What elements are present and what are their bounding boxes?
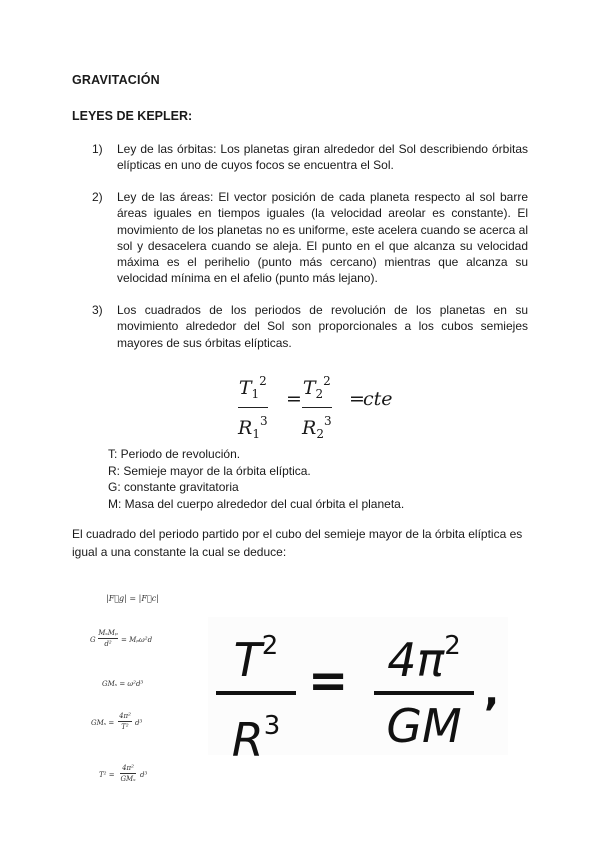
equals-sign: = (286, 388, 302, 410)
section-heading: LEYES DE KEPLER: (72, 109, 193, 123)
fraction-bar (302, 407, 332, 408)
kepler-formula (238, 366, 398, 442)
law-number: 1) (92, 142, 103, 156)
gravitation-formula-image (208, 617, 508, 767)
legend-item: R: Semieje mayor de la órbita elíptica. (108, 463, 311, 478)
fraction-left: $T^2$ $R^3$ (216, 621, 296, 765)
derivation-step-1: |F⃗g| = |F⃗c| (106, 594, 159, 603)
fraction-bar (374, 691, 474, 695)
constant-label: cte (363, 388, 393, 410)
fraction-bar (216, 691, 296, 695)
fraction-bar (238, 407, 268, 408)
law-item (92, 302, 528, 351)
law-item (92, 141, 528, 174)
law-number: 3) (92, 303, 103, 317)
variable-legend (108, 446, 404, 512)
law-text: Ley de las áreas: El vector posición de cada planeta respecto al sol barre áreas iguales en tiempos iguales (la velocidad areolar es constante). El movimiento de los planetas no es uniforme, este acelera cuando se acerca al sol y desacelera cuando se aleja. El punto en el que alcanza su velocidad máxima es el perihelio (punto más cercano) mientras que alcanza su velocidad mínima en el afelio (punto más lejano). (117, 190, 528, 286)
comma: , (484, 669, 500, 715)
legend-item: M: Masa del cuerpo alrededor del cual órbita el planeta. (108, 496, 405, 511)
equals-sign: = (349, 388, 365, 410)
page-title: GRAVITACIÓN (72, 73, 160, 87)
fraction-left: $T_1^2$ $R_1^3$ (238, 374, 268, 442)
legend-item: G: constante gravitatoria (108, 480, 239, 495)
fraction-right: $T_2^2$ $R_2^3$ (302, 374, 332, 442)
explanation-paragraph: El cuadrado del periodo partido por el cubo del semieje mayor de la órbita elíptica es igual a una constante la cual se deduce: (72, 527, 523, 559)
legend-item: T: Periodo de revolución. (108, 447, 241, 461)
law-text: Los cuadrados de los periodos de revolución de los planetas en su movimiento alrededor del Sol son proporcionales a los cubos semiejes mayores de sus órbitas elípticas. (117, 303, 528, 350)
equals-sign: = (308, 653, 349, 709)
law-item (92, 189, 528, 287)
law-text: Ley de las órbitas: Los planetas giran alrededor del Sol describiendo órbitas elípticas en uno de cuyos focos se encuentra el Sol. (117, 142, 528, 173)
law-number: 2) (92, 190, 103, 204)
derivation-step-3: GMₛ = ω²d³ (102, 680, 144, 688)
fraction-right: $4\pi^2$ GM (374, 621, 474, 751)
